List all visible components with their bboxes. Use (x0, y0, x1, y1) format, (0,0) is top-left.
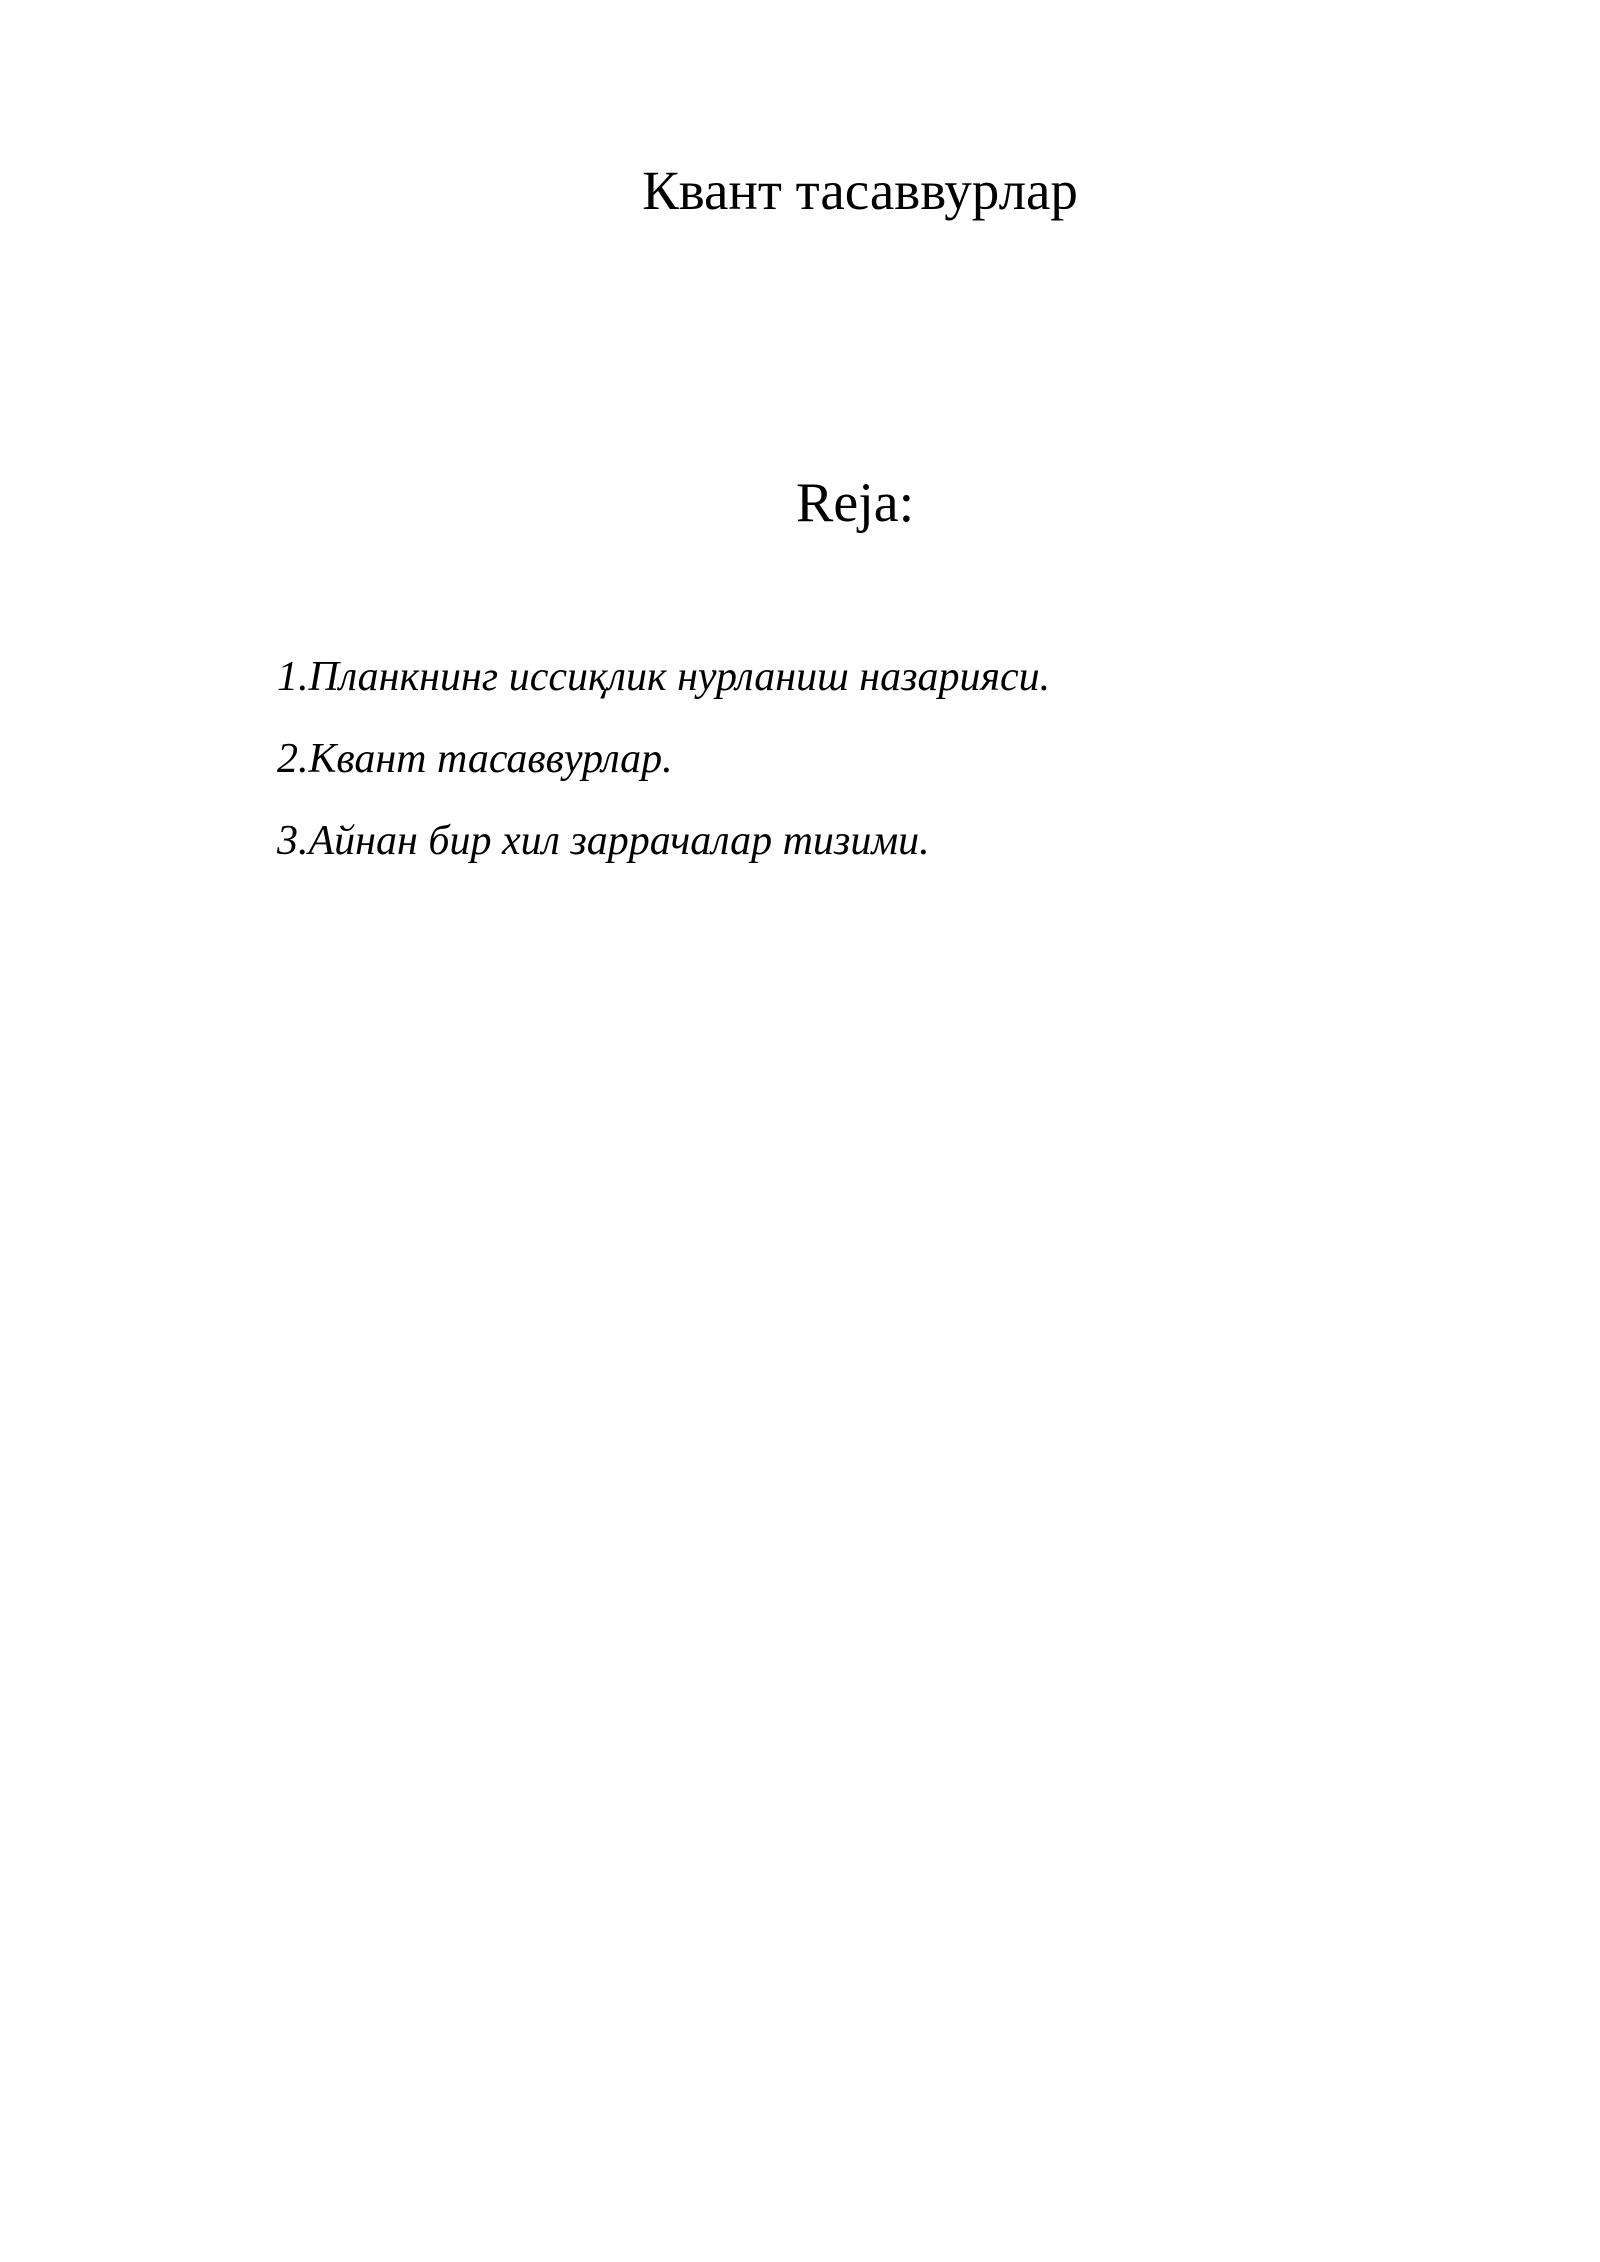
plan-item: 1.Планкнинг иссиқлик нурланиш назарияси. (277, 654, 1051, 700)
plan-item: 2.Квант тасаввурлар. (277, 736, 673, 782)
plan-heading: Reja: (796, 472, 915, 534)
plan-item: 3.Айнан бир хил заррачалар тизими. (277, 818, 930, 864)
document-title: Квант тасаввурлар (642, 160, 1078, 221)
plan-list (277, 652, 1050, 898)
